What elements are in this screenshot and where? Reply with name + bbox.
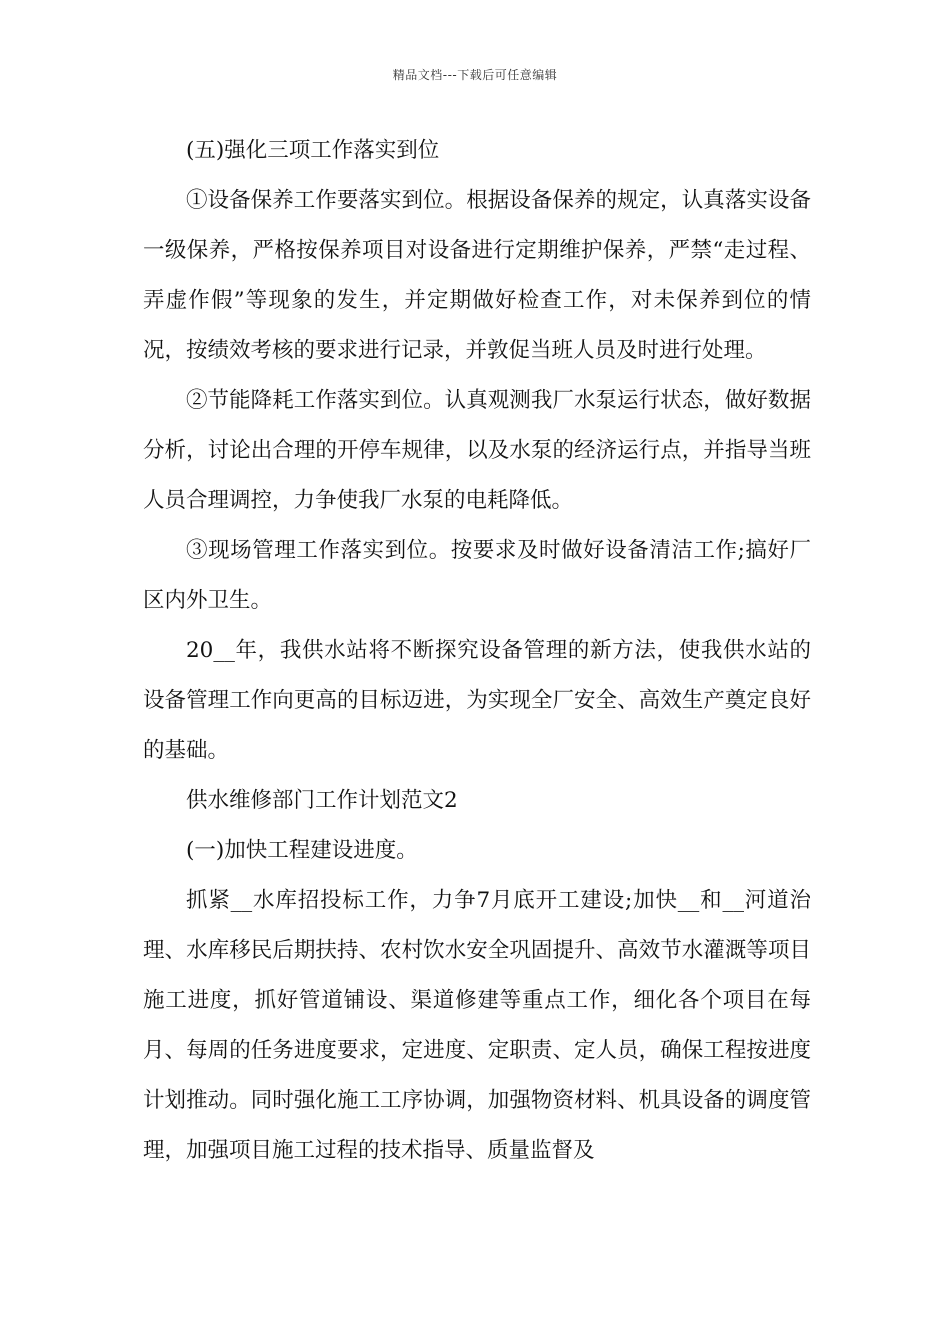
paragraph-energy-saving: ②节能降耗工作落实到位。认真观测我厂水泵运行状态，做好数据分析，讨论出合理的开停车规律，以及水泵的经济运行点，并指导当班人员合理调控，力争使我厂水泵的电耗降低。 xyxy=(143,388,811,513)
paragraph-equipment-maintenance: ①设备保养工作要落实到位。根据设备保养的规定，认真落实设备一级保养，严格按保养项目对设备进行定期维护保养，严禁“走过程、弄虚作假”等现象的发生，并定期做好检查工作，对未保养到位的情况，按绩效考核的要求进行记录，并敦促当班人员及时进行处理。 xyxy=(143,188,811,363)
section-heading-five: (五)强化三项工作落实到位 xyxy=(186,138,440,163)
section-heading-one: (一)加快工程建设进度。 xyxy=(186,838,418,863)
page-header: 精品文档---下载后可任意编辑 xyxy=(392,68,558,82)
document-body xyxy=(143,126,811,1176)
paragraph-site-management: ③现场管理工作落实到位。按要求及时做好设备清洁工作;搞好厂区内外卫生。 xyxy=(143,538,811,613)
paragraph-project-progress: 抓紧__水库招投标工作，力争7月底开工建设;加快__和__河道治理、水库移民后期扶持、农村饮水安全巩固提升、高效节水灌溉等项目施工进度，抓好管道铺设、渠道修建等重点工作，细化各个项目在每月、每周的任务进度要求，定进度、定职责、定人员，确保工程按进度计划推动。同时强化施工工序协调，加强物资材料、机具设备的调度管理，加强项目施工过程的技术指导、质量监督及 xyxy=(143,888,811,1163)
paragraph-annual-goal: 20__年，我供水站将不断探究设备管理的新方法，使我供水站的设备管理工作向更高的目标迈进，为实现全厂安全、高效生产奠定良好的基础。 xyxy=(143,638,811,763)
document-subtitle: 供水维修部门工作计划范文2 xyxy=(186,788,458,813)
